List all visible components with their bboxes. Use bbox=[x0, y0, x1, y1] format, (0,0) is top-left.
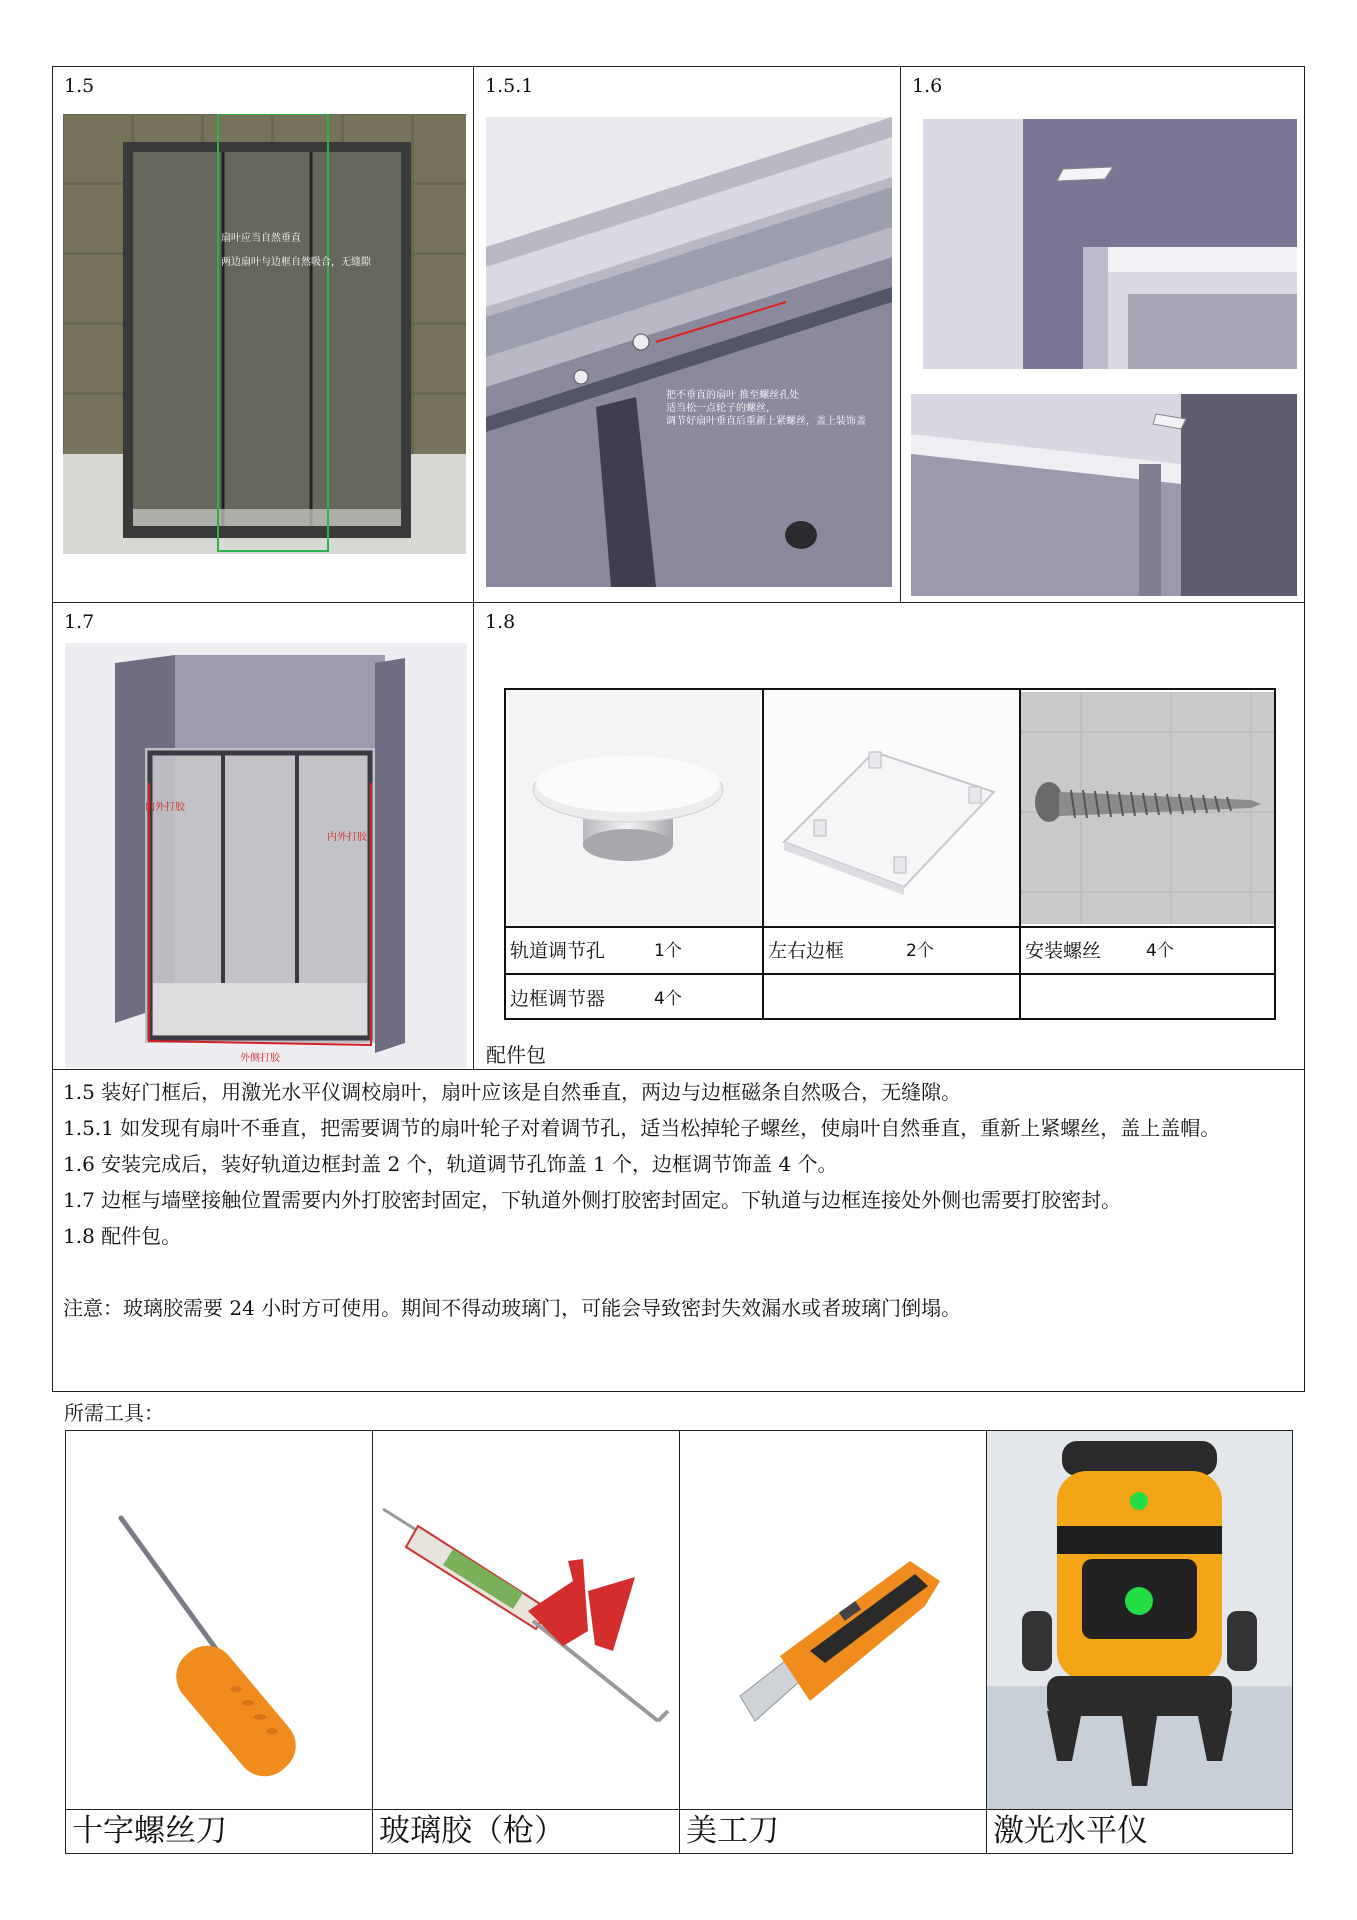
accessory-name: 安装螺丝 bbox=[1025, 940, 1102, 962]
utility-knife-image bbox=[680, 1431, 986, 1809]
accessory-name: 左右边框 bbox=[768, 940, 845, 962]
rail-end-cap-illustration bbox=[923, 119, 1297, 369]
annotation-text: 扇叶应当自然垂直 bbox=[221, 233, 301, 244]
shower-enclosure-illustration bbox=[65, 643, 467, 1068]
instruction-1-6: 1.6 安装完成后，装好轨道边框封盖 2 个，轨道调节孔饰盖 1 个，边框调节饰盖 4 个。 bbox=[63, 1152, 838, 1176]
annotation-text: 适当松一点轮子的螺丝， bbox=[666, 403, 776, 414]
annotation-text: 把不垂直的扇叶 推至螺丝孔处 bbox=[666, 390, 800, 401]
accessory-name: 边框调节器 bbox=[510, 988, 606, 1010]
accessory-qty: 1个 bbox=[654, 941, 682, 961]
annotation-text: 内外打胶 bbox=[145, 802, 185, 813]
section-label: 1.7 bbox=[64, 611, 95, 633]
tool-label: 激光水平仪 bbox=[993, 1813, 1148, 1849]
round-cap-icon bbox=[508, 692, 760, 924]
rectangular-cap-icon bbox=[764, 692, 1018, 924]
tools-heading: 所需工具： bbox=[64, 1401, 164, 1425]
instruction-1-7: 1.7 边框与墙壁接触位置需要内外打胶密封固定，下轨道外侧打胶密封固定。下轨道与边框连接处外侧也需要打胶密封。 bbox=[63, 1188, 1122, 1212]
instruction-1-5: 1.5 装好门框后，用激光水平仪调校扇叶，扇叶应该是自然垂直，两边与边框磁条自然吸合，无缝隙。 bbox=[63, 1080, 962, 1104]
instructions-block bbox=[52, 1069, 1305, 1392]
screw-image bbox=[1021, 692, 1274, 924]
tools-table bbox=[65, 1430, 1293, 1854]
annotation-text: 外侧打胶 bbox=[240, 1053, 280, 1064]
accessory-qty: 2个 bbox=[906, 941, 934, 961]
laser-level-icon bbox=[987, 1431, 1292, 1809]
tool-label: 玻璃胶（枪） bbox=[379, 1813, 565, 1849]
section-label: 1.6 bbox=[912, 75, 943, 97]
tool-label: 美工刀 bbox=[686, 1813, 779, 1849]
annotation-text: 内外打胶 bbox=[327, 832, 367, 843]
instruction-1-5-1: 1.5.1 如发现有扇叶不垂直，把需要调节的扇叶轮子对着调节孔，适当松掉轮子螺丝，使扇叶自然垂直，重新上紧螺丝，盖上盖帽。 bbox=[63, 1116, 1221, 1140]
cell-1-8 bbox=[473, 602, 1305, 1070]
cell-1-5 bbox=[52, 66, 474, 603]
section-label: 1.5.1 bbox=[485, 75, 534, 97]
shower-door-illustration bbox=[63, 114, 466, 554]
annotation-text: 两边扇叶与边框自然吸合，无缝隙 bbox=[221, 257, 371, 268]
section-label: 1.5 bbox=[64, 75, 95, 97]
accessory-name: 轨道调节孔 bbox=[510, 940, 606, 962]
screw-icon bbox=[1021, 692, 1274, 924]
accessory-qty: 4个 bbox=[654, 989, 682, 1009]
door-photo bbox=[63, 114, 466, 554]
frame-end-cap-illustration bbox=[911, 394, 1297, 596]
section-label: 1.8 bbox=[485, 611, 516, 633]
cell-1-5-1 bbox=[473, 66, 901, 603]
rail-render bbox=[486, 117, 892, 587]
instruction-1-8: 1.8 配件包。 bbox=[63, 1224, 182, 1248]
tool-label: 十字螺丝刀 bbox=[72, 1813, 227, 1849]
track-adjust-hole-cap-image bbox=[508, 692, 760, 924]
cell-1-6 bbox=[900, 66, 1305, 603]
screwdriver-icon bbox=[66, 1431, 372, 1809]
frame-cap-image bbox=[764, 692, 1018, 924]
track-adjustment-illustration bbox=[486, 117, 892, 587]
accessory-qty: 4个 bbox=[1146, 941, 1174, 961]
accessory-caption: 配件包 bbox=[486, 1043, 546, 1067]
cap-render-bottom bbox=[911, 394, 1297, 596]
annotation-text: 调节好扇叶垂直后重新上紧螺丝，盖上装饰盖 bbox=[666, 416, 866, 427]
utility-knife-icon bbox=[680, 1431, 986, 1809]
warning-note: 注意：玻璃胶需要 24 小时方可使用。期间不得动玻璃门，可能会导致密封失效漏水或者玻璃门倒塌。 bbox=[63, 1296, 962, 1320]
accessory-table bbox=[504, 688, 1276, 1020]
caulk-gun-image bbox=[373, 1431, 679, 1809]
caulk-gun-icon bbox=[373, 1431, 679, 1809]
cell-1-7 bbox=[52, 602, 474, 1070]
screwdriver-image bbox=[66, 1431, 372, 1809]
cap-render-top bbox=[923, 119, 1297, 369]
enclosure-render bbox=[65, 643, 467, 1068]
laser-level-image bbox=[987, 1431, 1292, 1809]
